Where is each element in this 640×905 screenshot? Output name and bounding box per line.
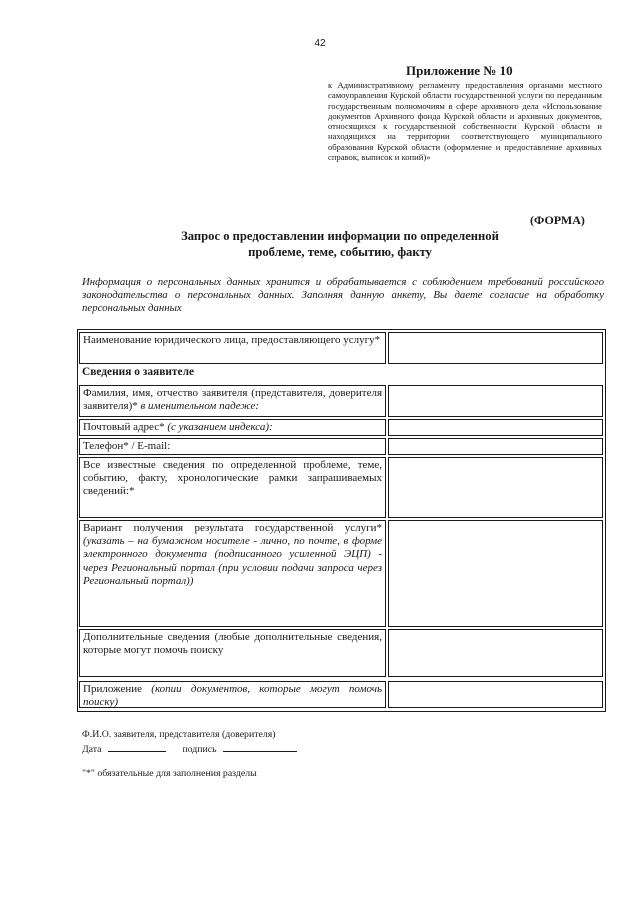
document-title [120,229,560,260]
section-applicant-heading: Сведения о заявителе [82,366,195,378]
full-name-field[interactable] [388,385,603,417]
document-title-line-1: Запрос о предоставлении информации по определенной [181,229,499,243]
document-title-line-2: проблеме, теме, событию, факту [248,244,432,259]
postal-address-label [79,419,386,436]
form-label: (ФОРМА) [530,213,585,227]
org-name-field[interactable] [388,332,603,364]
known-info-field[interactable] [388,457,603,518]
appendix-description: к Административному регламенту предоставления органами местного самоуправления Курской области государственной услуги по переданным государственным полномочиям в сфере архивного дела «Использование документов Архивного фонда Курской области и архивных документов, относящихся к государственной собственности Курской области и находящихся на территории соответствующего муниципального образования Курской области (оформление и предоставление архивных справок, выписок и копий)» [328,80,602,163]
attachment-label-note: (копии документов, которые могут помочь поиску) [83,683,382,709]
full-name-label [79,385,386,417]
known-info-label: Все известные сведения по определенной проблеме, теме, событию, факту, хронологические рамки запрашиваемых сведений:* [79,457,386,518]
org-name-label: Наименование юридического лица, предоставляющего услугу* [79,332,386,364]
page-number: 42 [314,38,326,49]
privacy-note: Информация о персональных данных хранится и обрабатывается с соблюдением требований российского законодательства о персональных данных. Заполняя данную анкету, Вы даете согласие на обработку персональных данных [82,276,604,315]
delivery-option-field[interactable] [388,520,603,627]
full-name-label-main: Фамилия, имя, отчество заявителя (представителя, доверителя заявителя)* [83,387,382,413]
additional-info-label: Дополнительные сведения (любые дополнительные сведения, которые могут помочь поиску [79,629,386,677]
attachment-label-main: Приложение [83,683,152,695]
signature-blank[interactable] [223,742,297,752]
postal-address-label-main: Почтовый адрес* [83,421,165,433]
phone-email-label: Телефон* / E-mail: [79,438,386,455]
additional-info-field[interactable] [388,629,603,677]
date-blank[interactable] [108,742,166,752]
required-fields-note: "*" обязательные для заполнения разделы [82,768,257,779]
full-name-label-note: в именительном падеже: [137,400,260,413]
delivery-option-label [79,520,386,627]
postal-address-label-note: (с указанием индекса): [164,421,273,433]
attachment-label [79,681,386,708]
delivery-option-label-main: Вариант получения результата государственной услуги* [83,522,382,534]
date-label: Дата [82,744,102,755]
delivery-option-label-note: (указать – на бумажном носителе - лично, по почте, в форме электронного документа (подписанного усиленной ЭЦП) - через Региональный портал (при условии подачи запроса через Региональный портал)) [83,535,382,587]
postal-address-field[interactable] [388,419,603,436]
signature-label: подпись [182,744,217,755]
date-signature-line [82,742,297,755]
phone-email-field[interactable] [388,438,603,455]
signer-name-label: Ф.И.О. заявителя, представителя (доверителя) [82,729,276,740]
appendix-title: Приложение № 10 [406,63,513,78]
attachment-field[interactable] [388,681,603,708]
